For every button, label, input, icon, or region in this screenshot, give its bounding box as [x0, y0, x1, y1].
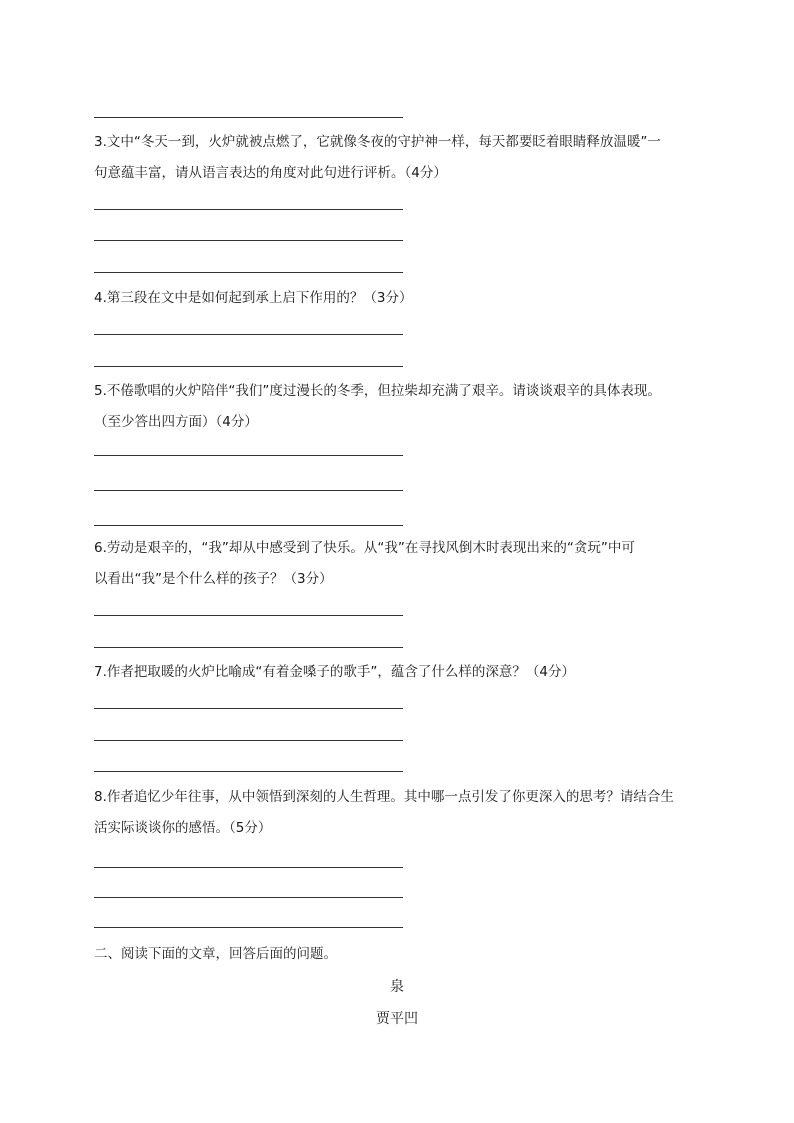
- answer-line[interactable]: [94, 525, 403, 526]
- answer-line[interactable]: [94, 615, 403, 616]
- answer-line[interactable]: [94, 740, 403, 741]
- answer-line[interactable]: [94, 647, 403, 648]
- question-8-line-1: 8.作者追忆少年往事，从中领悟到深刻的人生哲理。其中哪一点引发了你更深入的思考？请结合生: [94, 789, 674, 805]
- answer-line[interactable]: [94, 771, 403, 772]
- question-6-line-1: 6.劳动是艰辛的，“我”却从中感受到了快乐。从“我”在寻找风倒木时表现出来的“贪玩”中可: [94, 540, 635, 556]
- answer-line[interactable]: [94, 272, 403, 273]
- question-3-line-1: 3.文中“冬天一到，火炉就被点燃了，它就像冬夜的守护神一样，每天都要眨着眼睛释放温暖”一: [94, 134, 661, 150]
- question-8-line-2: 活实际谈谈你的感悟。（5分）: [94, 820, 272, 836]
- answer-line[interactable]: [94, 867, 403, 868]
- answer-line[interactable]: [94, 117, 403, 118]
- answer-line[interactable]: [94, 334, 403, 335]
- answer-line[interactable]: [94, 240, 403, 241]
- question-7-line-1: 7.作者把取暖的火炉比喻成“有着金嗓子的歌手”，蕴含了什么样的深意？（4分）: [94, 664, 575, 680]
- question-4-line-1: 4.第三段在文中是如何起到承上启下作用的？（3分）: [94, 290, 413, 306]
- answer-line[interactable]: [94, 897, 403, 898]
- answer-line[interactable]: [94, 366, 403, 367]
- answer-line[interactable]: [94, 490, 403, 491]
- question-5-line-2: （至少答出四方面）（4分）: [94, 414, 258, 430]
- article-title: 泉: [390, 979, 404, 995]
- question-5-line-1: 5.不倦歌唱的火炉陪伴“我们”度过漫长的冬季，但拉柴却充满了艰辛。请谈谈艰辛的具体表现。: [94, 383, 661, 399]
- question-3-line-2: 句意蕴丰富，请从语言表达的角度对此句进行评析。（4分）: [94, 165, 447, 181]
- article-author: 贾平凹: [376, 1011, 418, 1027]
- answer-line[interactable]: [94, 209, 403, 210]
- answer-line[interactable]: [94, 455, 403, 456]
- question-6-line-2: 以看出“我”是个什么样的孩子？（3分）: [94, 571, 333, 587]
- answer-line[interactable]: [94, 927, 403, 928]
- answer-line[interactable]: [94, 708, 403, 709]
- section-heading: 二、阅读下面的文章，回答后面的问题。: [94, 946, 337, 962]
